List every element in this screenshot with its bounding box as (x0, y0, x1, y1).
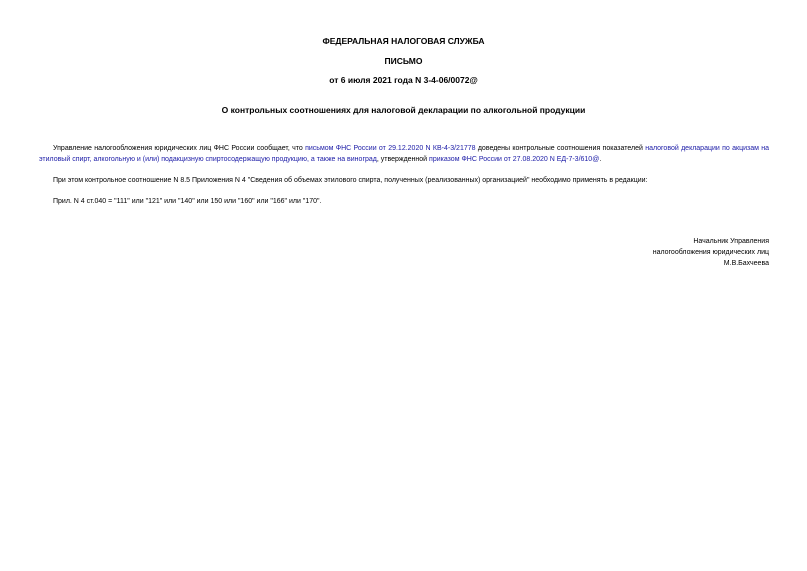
paragraph-1-text-4: . (599, 156, 602, 163)
document-subject: О контрольных соотношениях для налоговой декларации по алкогольной продукции (221, 105, 586, 115)
document-type: ПИСЬМО (384, 56, 423, 66)
signature-department: налогообложения юридических лиц (652, 249, 769, 256)
document-date-number: от 6 июля 2021 года N 3-4-06/0072@ (329, 75, 478, 85)
agency-title: ФЕДЕРАЛЬНАЯ НАЛОГОВАЯ СЛУЖБА (322, 36, 485, 46)
paragraph-1-text-2: доведены контрольные соотношения показателей (475, 145, 646, 152)
link-tax-declaration[interactable]: налоговой декларации по акцизам на этиловый спирт, алкогольную и (или) подакцизную спиртосодержащую продукцию, а также на виноград (39, 145, 769, 163)
paragraph-1-text-3: , утвержденной (376, 156, 430, 163)
signature-position: Начальник Управления (693, 238, 769, 245)
signature-name: М.В.Бахчеева (723, 260, 769, 267)
paragraph-2: При этом контрольное соотношение N 8.5 Приложения N 4 "Сведения об объемах этилового спирта, полученных (реализованных) организацией" необходимо применять в редакции: (53, 177, 648, 184)
link-fns-letter[interactable]: письмом ФНС России от 29.12.2020 N КВ-4-3/21778 (305, 145, 476, 152)
signature-block (469, 236, 769, 269)
paragraph-1 (39, 143, 769, 165)
paragraph-3: Прил. N 4 ст.040 = "111" или "121" или "140" или 150 или "160" или "166" или "170". (53, 198, 322, 205)
paragraph-1-text-1: Управление налогообложения юридических лиц ФНС России сообщает, что (53, 145, 306, 152)
link-fns-order[interactable]: приказом ФНС России от 27.08.2020 N ЕД-7-3/610@ (429, 156, 600, 163)
